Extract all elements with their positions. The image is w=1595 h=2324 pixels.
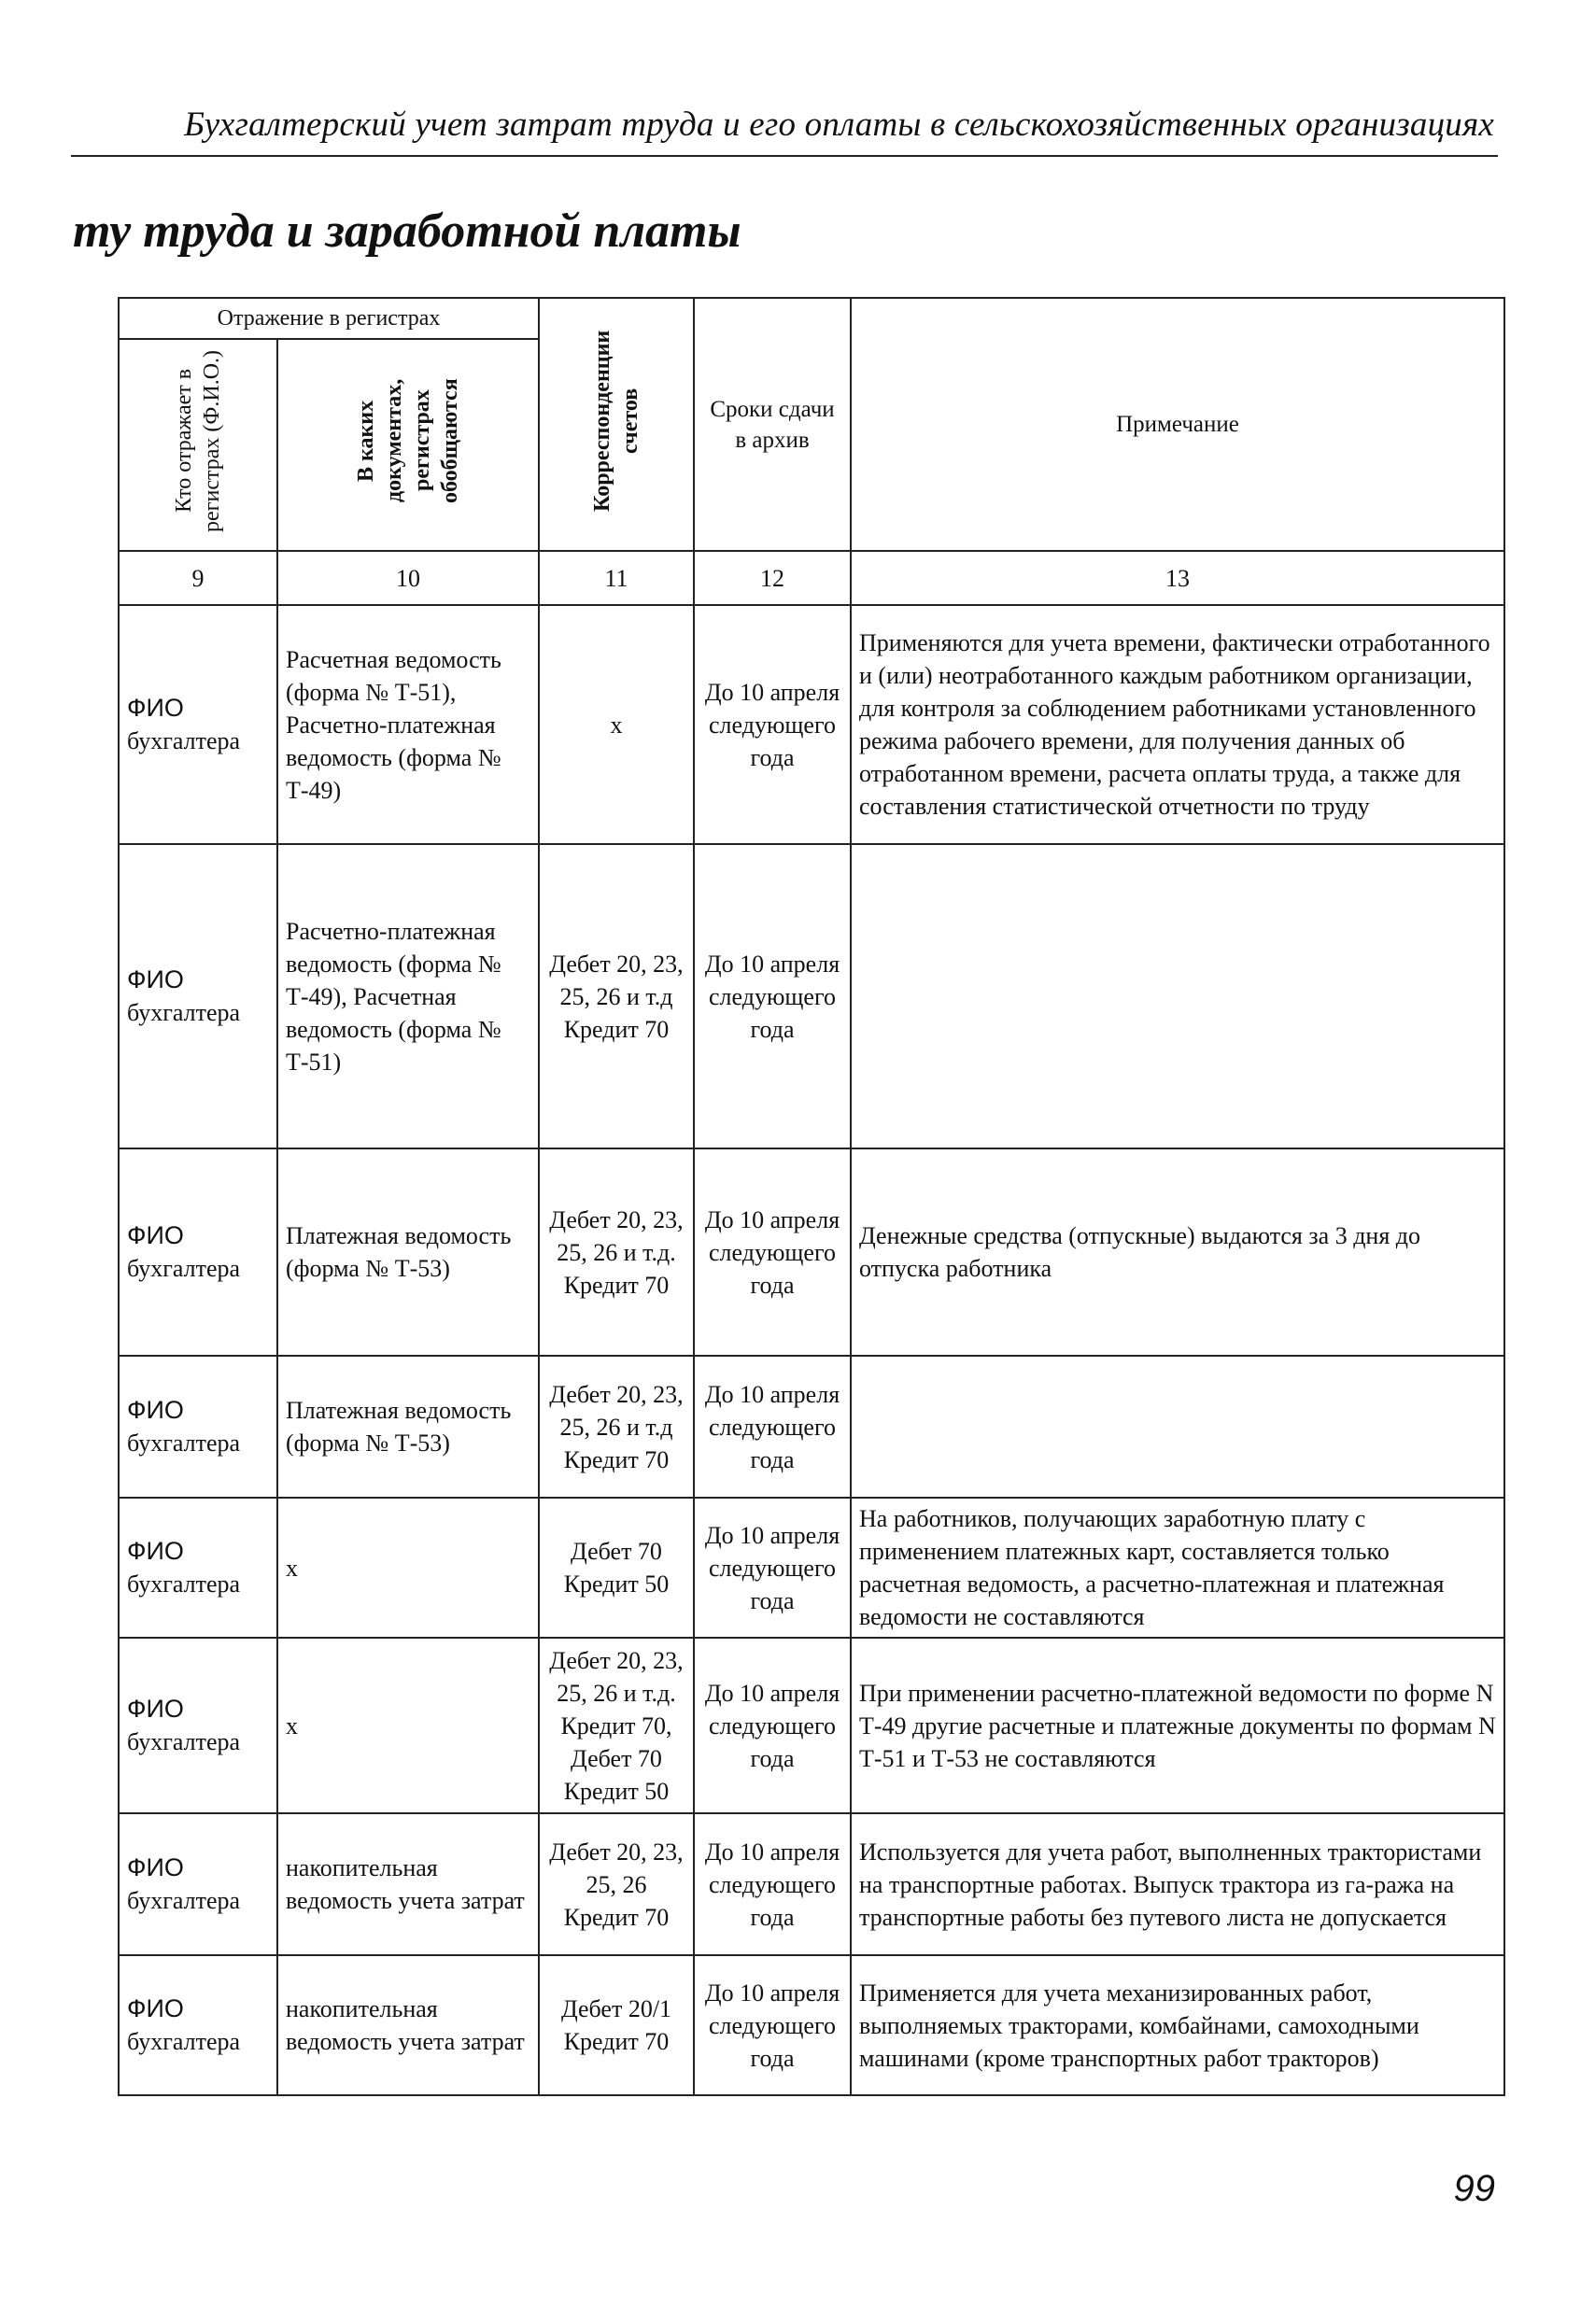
cell-who: [119, 844, 277, 1148]
cell-note: [851, 844, 1504, 1148]
header-documents-text: В каких документах, регистрах обобщаются: [354, 378, 462, 503]
cell-note: При применении расчетно-платежной ведомости по форме N Т-49 другие расчетные и платежные документы по формам N Т-51 и Т-53 не составляются: [851, 1638, 1504, 1813]
accounting-registers-table: [118, 297, 1505, 2096]
cell-who-line: бухгалтера: [127, 1255, 241, 1282]
cell-archive-terms: До 10 апреля следующего года: [694, 1638, 851, 1813]
section-title: ту труда и заработной платы: [73, 204, 741, 258]
cell-note: [851, 1356, 1504, 1498]
cell-note: На работников, получающих заработную плату с применением платежных карт, составляется только расчетная ведомость, а расчетно-платежная и платежная ведомости не составляются: [851, 1498, 1504, 1638]
cell-correspondence: Дебет 20, 23, 25, 26 и т.д Кредит 70: [539, 1356, 694, 1498]
cell-archive-terms: До 10 апреля следующего года: [694, 1148, 851, 1356]
cell-archive-terms: До 10 апреля следующего года: [694, 1955, 851, 2095]
cell-documents: накопительная ведомость учета затрат: [277, 1955, 539, 2095]
running-head: Бухгалтерский учет затрат труда и его оплаты в сельскохозяйственных организациях: [184, 106, 1494, 144]
cell-who-line: ФИО: [127, 694, 184, 722]
cell-who-line: бухгалтера: [127, 1887, 241, 1914]
group-header: Отражение в регистрах: [119, 298, 539, 339]
col-number: 11: [539, 551, 694, 605]
cell-archive-terms: До 10 апреля следующего года: [694, 844, 851, 1148]
table-row: [119, 1356, 1504, 1498]
cell-correspondence: Дебет 70 Кредит 50: [539, 1498, 694, 1638]
cell-who: [119, 1955, 277, 2095]
header-who-text: Кто отражает в регистрах (Ф.И.О.): [172, 349, 224, 532]
cell-archive-terms: До 10 апреля следующего года: [694, 1813, 851, 1955]
col-number: 9: [119, 551, 277, 605]
cell-who-line: ФИО: [127, 1537, 184, 1565]
header-note: Примечание: [851, 298, 1504, 551]
cell-who-line: бухгалтера: [127, 727, 241, 754]
cell-who-line: бухгалтера: [127, 1728, 241, 1755]
cell-who-line: ФИО: [127, 1221, 184, 1249]
cell-who-line: ФИО: [127, 965, 184, 993]
cell-note: Применяется для учета механизированных работ, выполняемых тракторами, комбайнами, самоходными машинами (кроме транспортных работ тракторов): [851, 1955, 1504, 2095]
cell-note: Используется для учета работ, выполненных трактористами на транспортные работах. Выпуск трактора из га-ража на транспортные работы без путевого листа не допускается: [851, 1813, 1504, 1955]
cell-who-line: бухгалтера: [127, 1570, 241, 1598]
cell-note: Денежные средства (отпускные) выдаются за 3 дня до отпуска работника: [851, 1148, 1504, 1356]
cell-who: [119, 1638, 277, 1813]
cell-correspondence: Дебет 20, 23, 25, 26 и т.д Кредит 70: [539, 844, 694, 1148]
cell-who-line: ФИО: [127, 1396, 184, 1424]
cell-documents: х: [277, 1498, 539, 1638]
cell-who: [119, 605, 277, 844]
cell-note: Применяются для учета времени, фактически отработанного и (или) неотработанного каждым работником организации, для контроля за соблюдением работниками установленного режима рабочего времени, для получения данных об отработанном времени, расчета оплаты труда, а также для составления статистической отчетности по труду: [851, 605, 1504, 844]
col-number: 12: [694, 551, 851, 605]
header-who: [119, 339, 277, 551]
col-number: 13: [851, 551, 1504, 605]
cell-who-line: бухгалтера: [127, 999, 241, 1026]
cell-documents: Расчетная ведомость (форма № Т-51), Расчетно-платежная ведомость (форма № Т-49): [277, 605, 539, 844]
cell-documents: х: [277, 1638, 539, 1813]
cell-correspondence: х: [539, 605, 694, 844]
cell-correspondence: Дебет 20, 23, 25, 26 и т.д. Кредит 70, Дебет 70 Кредит 50: [539, 1638, 694, 1813]
cell-who: [119, 1356, 277, 1498]
cell-who: [119, 1813, 277, 1955]
cell-who-line: бухгалтера: [127, 2028, 241, 2055]
table-row: [119, 844, 1504, 1148]
cell-correspondence: Дебет 20, 23, 25, 26 Кредит 70: [539, 1813, 694, 1955]
cell-who-line: ФИО: [127, 1695, 184, 1723]
page-number: 99: [1453, 2168, 1495, 2209]
table-row: [119, 1813, 1504, 1955]
cell-archive-terms: До 10 апреля следующего года: [694, 1356, 851, 1498]
cell-correspondence: Дебет 20, 23, 25, 26 и т.д. Кредит 70: [539, 1148, 694, 1356]
col-number: 10: [277, 551, 539, 605]
cell-who-line: ФИО: [127, 1853, 184, 1881]
cell-documents: Расчетно-платежная ведомость (форма № Т-49), Расчетная ведомость (форма № Т-51): [277, 844, 539, 1148]
cell-who-line: бухгалтера: [127, 1430, 241, 1457]
cell-who-line: ФИО: [127, 1994, 184, 2022]
cell-documents: Платежная ведомость (форма № Т-53): [277, 1356, 539, 1498]
cell-archive-terms: До 10 апреля следующего года: [694, 1498, 851, 1638]
table-row: [119, 1148, 1504, 1356]
cell-who: [119, 1148, 277, 1356]
cell-archive-terms: До 10 апреля следующего года: [694, 605, 851, 844]
cell-documents: Платежная ведомость (форма № Т-53): [277, 1148, 539, 1356]
header-correspondence: [539, 298, 694, 551]
table-row: [119, 1638, 1504, 1813]
header-documents: [277, 339, 539, 551]
table-row: [119, 1955, 1504, 2095]
cell-who: [119, 1498, 277, 1638]
header-archive-terms: Сроки сдачи в архив: [694, 298, 851, 551]
table-row: [119, 605, 1504, 844]
cell-documents: накопительная ведомость учета затрат: [277, 1813, 539, 1955]
header-rule: [71, 155, 1498, 157]
table-row: [119, 1498, 1504, 1638]
header-correspondence-text: Корреспонденции счетов: [590, 329, 642, 512]
cell-correspondence: Дебет 20/1 Кредит 70: [539, 1955, 694, 2095]
